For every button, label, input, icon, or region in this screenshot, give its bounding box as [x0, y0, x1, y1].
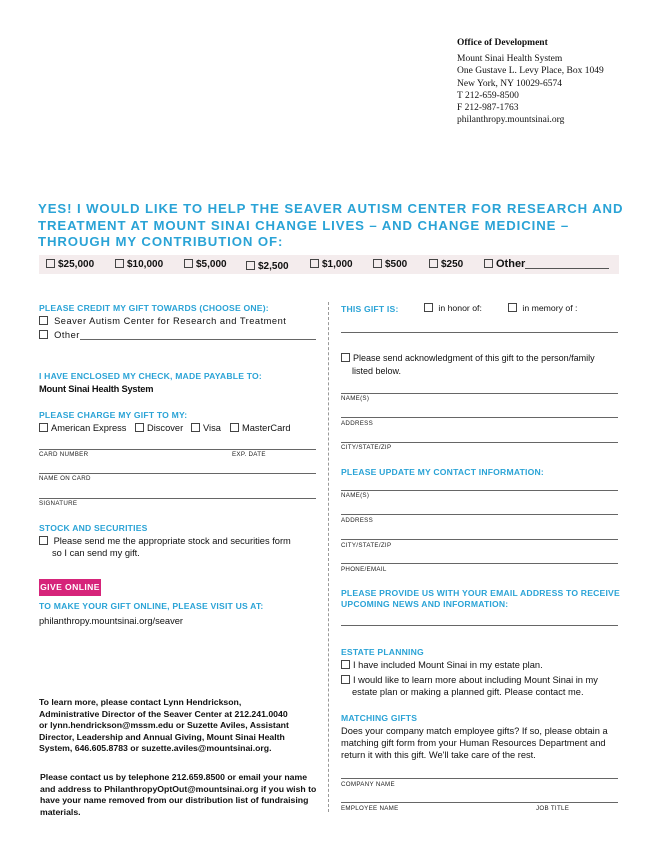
- estate-label-cont: estate plan or making a planned gift. Please contact me.: [352, 687, 584, 697]
- company-name-field[interactable]: [341, 778, 618, 779]
- checkbox[interactable]: [508, 303, 517, 312]
- checkbox[interactable]: [484, 259, 493, 268]
- memory-option[interactable]: [508, 303, 577, 313]
- stock-label-cont: so I can send my gift.: [52, 548, 140, 558]
- check-payee: Mount Sinai Health System: [39, 384, 154, 394]
- amount-label: Other: [496, 258, 526, 270]
- column-divider: [328, 302, 329, 812]
- card-label: American Express: [51, 423, 127, 433]
- amount-label: $10,000: [127, 259, 164, 270]
- this-gift-heading: THIS GIFT IS:: [341, 304, 399, 314]
- office-address-block: [457, 37, 604, 126]
- office-line: Mount Sinai Health System: [457, 54, 563, 65]
- ack-option[interactable]: [341, 353, 595, 363]
- checkbox[interactable]: [424, 303, 433, 312]
- signature-label: SIGNATURE: [39, 500, 78, 507]
- memory-label: in memory of :: [522, 303, 578, 313]
- email-field[interactable]: [341, 625, 618, 626]
- employee-name-field[interactable]: [341, 802, 618, 803]
- card-option-discover[interactable]: [135, 423, 183, 433]
- email-heading: PLEASE PROVIDE US WITH YOUR EMAIL ADDRESS TO RECEIVE: [341, 588, 620, 598]
- checkbox[interactable]: [429, 259, 438, 268]
- checkbox[interactable]: [46, 259, 55, 268]
- amount-option[interactable]: [429, 259, 463, 270]
- checkbox[interactable]: [341, 353, 350, 362]
- ack-city-field[interactable]: [341, 442, 618, 443]
- checkbox[interactable]: [310, 259, 319, 268]
- checkbox[interactable]: [115, 259, 124, 268]
- contact-info: To learn more, please contact Lynn Hendrickson, Administrative Director of the Seaver Center at 212.241.0040 or lynn.hendrickson@mssm.edu or Suzette Aviles, Assistant Director, Leadership and Annual Giving, Mount Sinai Health System, 646.605.8783 or suzette.aviles@mountsinai.org.: [39, 697, 289, 754]
- check-heading: I HAVE ENCLOSED MY CHECK, MADE PAYABLE TO:: [39, 371, 262, 381]
- ack-name-field[interactable]: [341, 393, 618, 394]
- amount-option[interactable]: [115, 259, 163, 270]
- office-heading: Office of Development: [457, 38, 548, 48]
- ack-name-label: NAME(S): [341, 395, 370, 402]
- amount-label: $250: [441, 259, 464, 270]
- checkbox[interactable]: [341, 675, 350, 684]
- honoree-field[interactable]: [341, 332, 618, 333]
- update-address-label: ADDRESS: [341, 517, 374, 524]
- matching-heading: MATCHING GIFTS: [341, 713, 418, 723]
- amount-label: $25,000: [58, 259, 95, 270]
- online-heading: TO MAKE YOUR GIFT ONLINE, PLEASE VISIT US AT:: [39, 601, 264, 611]
- stock-label: Please send me the appropriate stock and securities form: [53, 536, 291, 546]
- email-heading-cont: UPCOMING NEWS AND INFORMATION:: [341, 599, 509, 609]
- amount-label: $1,000: [322, 259, 353, 270]
- amount-option[interactable]: [373, 259, 407, 270]
- checkbox[interactable]: [39, 316, 48, 325]
- card-option-amex[interactable]: [39, 423, 126, 433]
- checkbox[interactable]: [39, 330, 48, 339]
- checkbox[interactable]: [230, 423, 239, 432]
- ack-address-label: ADDRESS: [341, 420, 374, 427]
- exp-date-label: EXP. DATE: [232, 451, 266, 458]
- stock-heading: STOCK AND SECURITIES: [39, 523, 148, 533]
- estate-heading: ESTATE PLANNING: [341, 647, 424, 657]
- checkbox[interactable]: [135, 423, 144, 432]
- matching-text: Does your company match employee gifts? If so, please obtain a matching gift form from your Human Resources Department and return it with this gift. We'll take care of the rest.: [341, 726, 608, 760]
- card-option-visa[interactable]: [191, 423, 221, 433]
- estate-label: I would like to learn more about including Mount Sinai in my: [353, 675, 598, 685]
- optout-info: Please contact us by telephone 212.659.8500 or email your name and address to PhilanthropyOptOut@mountsinai.org if you wish to have your name removed from our distribution list of fundraising materials.: [40, 772, 317, 817]
- charge-heading: PLEASE CHARGE MY GIFT TO MY:: [39, 410, 188, 420]
- amount-label: $500: [385, 259, 408, 270]
- amount-label: $2,500: [258, 261, 289, 272]
- ack-address-field[interactable]: [341, 417, 618, 418]
- stock-option[interactable]: [39, 536, 291, 546]
- estate-option-included[interactable]: [341, 660, 543, 670]
- card-label: Discover: [147, 423, 184, 433]
- card-option-mastercard[interactable]: [230, 423, 291, 433]
- company-name-label: COMPANY NAME: [341, 781, 395, 788]
- checkbox[interactable]: [191, 423, 200, 432]
- amount-label: $5,000: [196, 259, 227, 270]
- credit-option-label: Seaver Autism Center for Research and Treatment: [54, 316, 287, 326]
- name-on-card-label: NAME ON CARD: [39, 475, 91, 482]
- credit-option-other[interactable]: [39, 330, 80, 340]
- card-label: Visa: [203, 423, 221, 433]
- update-name-label: NAME(S): [341, 492, 370, 499]
- amount-option[interactable]: [310, 259, 353, 270]
- update-phone-field[interactable]: [341, 563, 618, 564]
- credit-heading: PLEASE CREDIT MY GIFT TOWARDS (CHOOSE ONE):: [39, 303, 269, 313]
- update-address-field[interactable]: [341, 514, 618, 515]
- ack-city-label: CITY/STATE/ZIP: [341, 444, 392, 451]
- office-website: philanthropy.mountsinai.org: [457, 115, 565, 126]
- credit-other-field[interactable]: [80, 339, 316, 340]
- ack-label: Please send acknowledgment of this gift to the person/family: [353, 353, 595, 363]
- form-headline: YES! I WOULD LIKE TO HELP THE SEAVER AUTISM CENTER FOR RESEARCH AND TREATMENT AT MOUNT SINAI CHANGE LIVES – AND CHANGE MEDICINE – THROUGH MY CONTRIBUTION OF:: [38, 201, 624, 249]
- credit-option-label: Other: [54, 330, 80, 340]
- update-phone-label: PHONE/EMAIL: [341, 566, 387, 573]
- checkbox[interactable]: [373, 259, 382, 268]
- checkbox[interactable]: [246, 261, 255, 270]
- checkbox[interactable]: [39, 536, 48, 545]
- checkbox[interactable]: [184, 259, 193, 268]
- online-url-link[interactable]: philanthropy.mountsinai.org/seaver: [39, 616, 184, 626]
- checkbox[interactable]: [341, 660, 350, 669]
- amount-option[interactable]: [246, 261, 289, 272]
- card-number-label: CARD NUMBER: [39, 451, 89, 458]
- job-title-label: JOB TITLE: [536, 805, 570, 812]
- honor-option[interactable]: [424, 303, 482, 313]
- amount-options-bar: [39, 255, 619, 274]
- card-number-field[interactable]: [39, 449, 316, 450]
- office-line: New York, NY 10029-6574: [457, 78, 562, 89]
- amount-option[interactable]: [46, 259, 94, 270]
- update-heading: PLEASE UPDATE MY CONTACT INFORMATION:: [341, 467, 544, 477]
- honor-label: in honor of:: [438, 303, 482, 313]
- office-line: F 212-987-1763: [457, 103, 519, 114]
- office-line: T 212-659-8500: [457, 90, 519, 101]
- estate-label: I have included Mount Sinai in my estate plan.: [353, 660, 543, 670]
- amount-option[interactable]: [184, 259, 227, 270]
- estate-option-learn[interactable]: [341, 675, 598, 685]
- give-online-button[interactable]: GIVE ONLINE: [39, 579, 101, 596]
- employee-name-label: EMPLOYEE NAME: [341, 805, 399, 812]
- office-line: One Gustave L. Levy Place, Box 1049: [457, 66, 604, 77]
- update-city-field[interactable]: [341, 539, 618, 540]
- amount-option-other[interactable]: [484, 258, 525, 270]
- update-city-label: CITY/STATE/ZIP: [341, 542, 392, 549]
- other-amount-field[interactable]: [525, 268, 609, 269]
- credit-option-seaver[interactable]: [39, 316, 286, 326]
- checkbox[interactable]: [39, 423, 48, 432]
- card-label: MasterCard: [242, 423, 291, 433]
- name-on-card-field[interactable]: [39, 473, 316, 474]
- ack-label-cont: listed below.: [352, 366, 402, 376]
- signature-field[interactable]: [39, 498, 316, 499]
- update-name-field[interactable]: [341, 490, 618, 491]
